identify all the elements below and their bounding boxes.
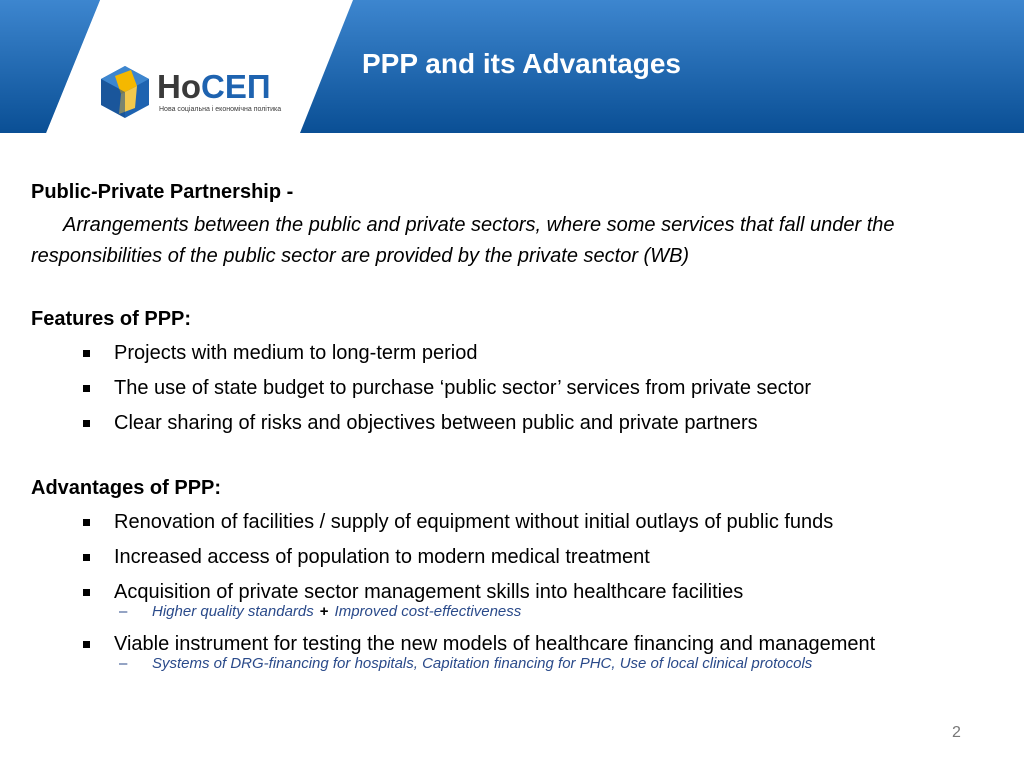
logo-word-part1: Но — [157, 68, 201, 105]
square-bullet-icon — [83, 420, 90, 427]
list-item-text: Clear sharing of risks and objectives between public and private partners — [114, 412, 758, 434]
header-band — [0, 0, 1024, 133]
ppp-term-heading: Public-Private Partnership - — [31, 181, 294, 203]
advantages-list — [31, 505, 1006, 610]
square-bullet-icon — [83, 589, 90, 596]
list-item — [31, 406, 1006, 441]
ppp-definition: Arrangements between the public and private sectors, where some services that fall under the responsibilities of the public sector are provided by the private sector (WB) — [31, 214, 895, 267]
nosep-logo — [97, 64, 297, 124]
square-bullet-icon — [83, 385, 90, 392]
features-list — [31, 336, 1006, 441]
features-heading: Features of PPP: — [31, 308, 192, 330]
square-bullet-icon — [83, 519, 90, 526]
plus-sign: + — [319, 603, 329, 620]
list-item — [31, 540, 1006, 575]
square-bullet-icon — [83, 554, 90, 561]
logo-word-part2: СЕП — [201, 68, 271, 105]
list-item-text: Renovation of facilities / supply of equipment without initial outlays of public funds — [114, 511, 834, 533]
hexagon-cube-logo-icon — [97, 64, 153, 120]
logo-tagline: Нова соціальна і економічна політика — [159, 106, 282, 113]
slide-body — [31, 178, 1006, 679]
list-item — [31, 505, 1006, 540]
dash-bullet-icon: – — [119, 603, 128, 620]
list-item-text: Projects with medium to long-term period — [114, 342, 478, 364]
logo-wordmark — [157, 68, 271, 106]
square-bullet-icon — [83, 350, 90, 357]
list-item-text: The use of state budget to purchase ‘public sector’ services from private sector — [114, 377, 812, 399]
advantages-heading: Advantages of PPP: — [31, 477, 222, 499]
list-item-text: Viable instrument for testing the new models of healthcare financing and management — [114, 633, 876, 655]
list-item — [31, 336, 1006, 371]
square-bullet-icon — [83, 641, 90, 648]
spacer — [31, 441, 1006, 474]
sub-item-right: Improved cost-effectiveness — [334, 603, 522, 620]
spacer — [31, 272, 1006, 305]
sub-item-text: Systems of DRG-financing for hospitals, Capitation financing for PHC, Use of local clinical protocols — [152, 655, 813, 672]
dash-bullet-icon: – — [119, 655, 128, 672]
slide-title: PPP and its Advantages — [362, 48, 681, 79]
list-item — [31, 371, 1006, 406]
list-item-text: Acquisition of private sector management skills into healthcare facilities — [114, 581, 744, 603]
page-number: 2 — [952, 724, 961, 741]
sub-item-quality — [31, 603, 1006, 621]
sub-item-left: Higher quality standards — [152, 603, 314, 620]
list-item-text: Increased access of population to modern medical treatment — [114, 546, 650, 568]
sub-item-financing-models — [31, 655, 1006, 673]
